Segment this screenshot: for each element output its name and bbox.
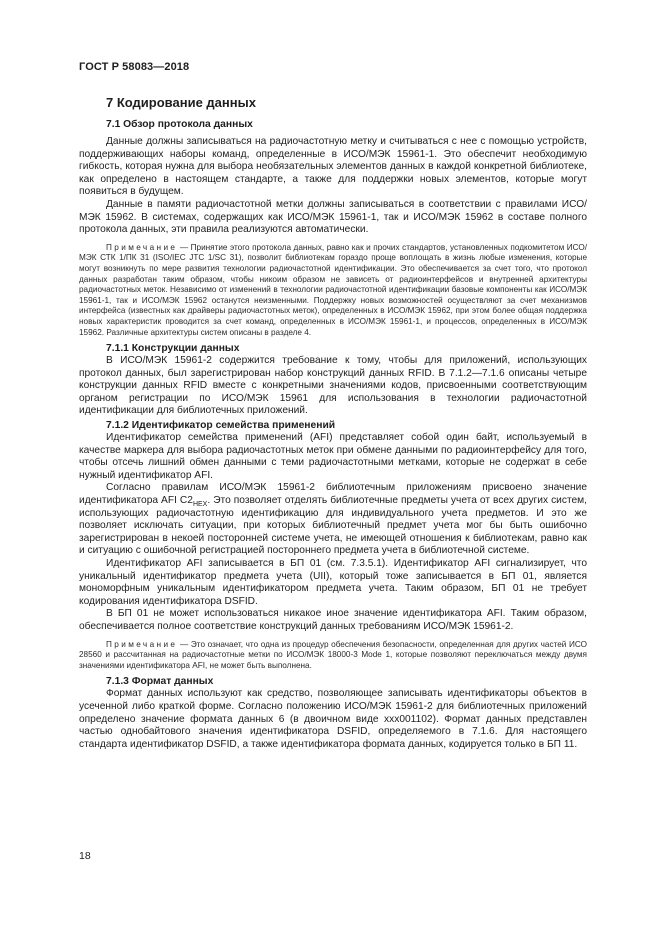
subsection-7-1-2-title: 7.1.2 Идентификатор семейства применений: [106, 420, 336, 432]
standard-header: ГОСТ Р 58083—2018: [79, 61, 190, 73]
page-content: [79, 95, 587, 751]
note: [79, 640, 587, 672]
paragraph: Данные должны записываться на радиочастотную метку и считываться с нее с помощью устройств, поддерживающих наборы команд, определенные в ИСО/МЭК 15961-1. Это обеспечит необходимую гибкость, которая нужна для выбора необязательных элементов данных в каждой конкретной библиотеке, как определено в настоящем стандарте, а также для поддержки новых элементов, которые могут появиться в будущем.: [79, 136, 587, 198]
paragraph: В ИСО/МЭК 15961-2 содержится требование к тому, чтобы для приложений, использующих протокол данных, был зарегистрирован набор конструкций данных RFID. В 7.1.2—7.1.6 описаны четыре конструкции данных RFID вместе с конкретными значениями кодов, присвоенными соответствующим органом регистрации по ИСО/МЭК 15961 для использования в технологии радиочастотной идентификации для библиотечных приложений.: [79, 355, 587, 417]
note-label: Примечание: [106, 242, 178, 252]
subsection-7-1-title: 7.1 Обзор протокола данных: [106, 119, 253, 130]
subsection-7-1-1-title: 7.1.1 Конструкции данных: [106, 343, 240, 355]
page-number: 18: [79, 850, 91, 862]
hex-subscript: HEX: [192, 501, 208, 509]
section-title: 7 Кодирование данных: [106, 95, 256, 110]
paragraph: Идентификатор семейства применений (AFI) представляет собой один байт, используемый в качестве маркера для выбора радиочастотных меток при обмене данными по радиоинтерфейсу для того, чтобы отсечь лишний обмен данными с теми радиочастотными метками, которые не содержат в себе нужный идентификатор AFI.: [79, 432, 587, 481]
paragraph: Данные в памяти радиочастотной метки должны записываться в соответствии с правилами ИСО/МЭК 15962. В системах, содержащих как ИСО/МЭК 15961-1, так и ИСО/МЭК 15962 в составе полного протокола данных, эти правила реализуются автоматически.: [79, 198, 587, 236]
paragraph-part: . Это позволяет отделять библиотечные предметы учета от всех других систем, использующих радиочастотную идентификацию для индивидуального учета предметов. И это же позволяет исключать ситуации, при которых библиотечный предмет учета мог бы быть ошибочно зарегистрирован в некоей посторонней системе учета, не имеющей отношения к библиотекам, равно как и ситуацию с ошибочной регистрацией постороннего предмета учета в библиотечной системе.: [79, 495, 588, 557]
note: [79, 243, 587, 338]
paragraph: Идентификатор AFI записывается в БП 01 (см. 7.3.5.1). Идентификатор AFI сигнализирует, что уникальный идентификатор предмета учета (UII), который тоже записывается в БП 01, является мономорфным уникальным идентификатором предмета учета. Таким образом, БП 01 не требует кодирования идентификатора DSFID.: [79, 558, 587, 607]
note-text: — Принятие этого протокола данных, равно как и прочих стандартов, установленных подкомитетом ИСО/МЭК СТК 1/ПК 31 (ISO/IEC JTC 1/SC 31), позволит библиотекам гораздо проще воплощать в жизнь любые изменения, которые могут возникнуть по мере развития технологии радиочастотной идентификации. Это обеспечивается за счет того, что протокол данных разработан таким образом, чтобы никоим образом не зависеть от радиоинтерфейсов и внутренней архитектуры радиочастотных меток. Независимо от изменений в технологии радиочастотной идентификации базовые компоненты как ИСО/МЭК 15961-1, так и ИСО/МЭК 15962 останутся неизменными. Поддержку новых возможностей осуществляют за счет механизмов интерфейса (известных как драйверы радиочастотных меток), определенных в ИСО/МЭК 15962, при этом более общая поддержка новых характеристик проводится за счет команд, определенных в ИСО/МЭК 15961-1, и процессов, определенных в ИСО/МЭК 15962. Различные архитектуры систем описаны в разделе 4.: [79, 242, 587, 337]
paragraph: [79, 482, 587, 558]
paragraph: Формат данных используют как средство, позволяющее записывать идентификаторы объектов в усеченной либо краткой форме. Согласно положению ИСО/МЭК 15961-2 для библиотечных приложений определено значение формата данных 6 (в двоичном виде ххх001102). Формат данных представлен частью однобайтового значения идентификатора DSFID, определяемого в 7.1.6. Для настоящего стандарта идентификатор DSFID, а также идентификатора формата данных, кодируется только в БП 11.: [79, 688, 587, 750]
subsection-7-1-3-title: 7.1.3 Формат данных: [106, 676, 214, 688]
paragraph-part: Согласно правилам ИСО/МЭК 15961-2 библиотечным приложениям присвоено значение идентификатора AFI C2: [79, 482, 587, 507]
note-label: Примечание: [106, 639, 178, 649]
paragraph: В БП 01 не может использоваться никакое иное значение идентификатора AFI. Таким образом, обеспечивается полное соответствие конструкций данных требованиям ИСО/МЭК 15961-2.: [79, 608, 587, 632]
note-text: — Это означает, что одна из процедур обеспечения безопасности, определенная для других частей ИСО 28560 и рассчитанная на радиочастотные метки по ИСО/МЭК 18000-3 Mode 1, которые позволяют переключаться между двумя значениями идентификатора AFI, не может быть выполнена.: [79, 639, 587, 670]
